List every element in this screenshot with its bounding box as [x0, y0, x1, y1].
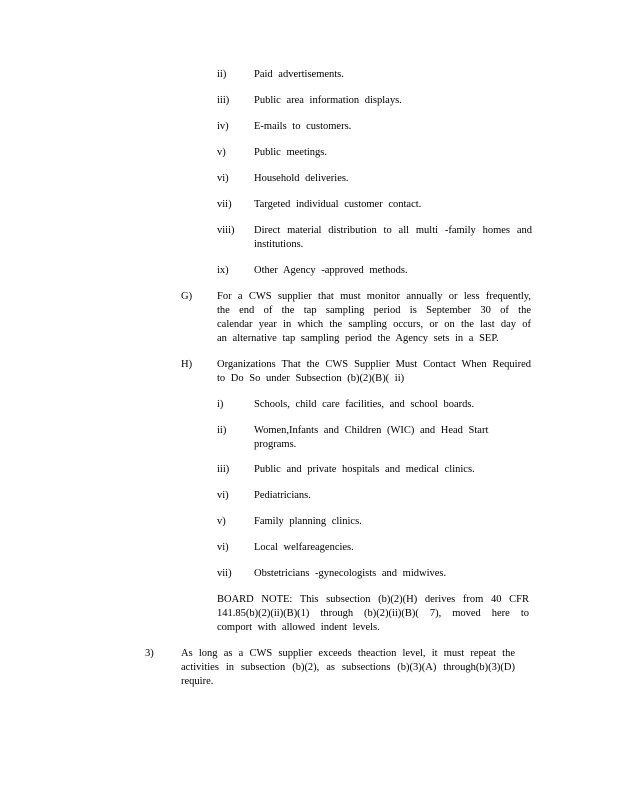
- item-label: vi): [217, 173, 229, 184]
- item-label: vi): [217, 542, 229, 553]
- item-text: Family planning clinics.: [254, 516, 362, 527]
- item-text: Targeted individual customer contact.: [254, 199, 422, 210]
- item-label: vi): [217, 490, 229, 501]
- item-label: v): [217, 147, 226, 158]
- section-text: For a CWS supplier that must monitor annually or less frequently, the end of the tap sampling period is September 30 of the calendar year in which the sampling occurs, or on the last day of an alternative tap sampling period the Agency sets in a SEP.: [217, 291, 531, 344]
- board-note: BOARD NOTE: This subsection (b)(2)(H) derives from 40 CFR 141.85(b)(2)(ii)(B)(1) through (b)(2)(ii)(B)( 7), moved here to comport with allowed indent levels.: [217, 594, 529, 633]
- item-text: Local welfareagencies.: [254, 542, 354, 553]
- item-label: viii): [217, 225, 235, 236]
- item-text: Direct material distribution to all multi -family homes and institutions.: [254, 225, 532, 250]
- item-label: iii): [217, 95, 230, 106]
- item-label: ii): [217, 425, 227, 436]
- item-text: Public meetings.: [254, 147, 327, 158]
- item-label: i): [217, 399, 224, 410]
- item-text: Schools, child care facilities, and school boards.: [254, 399, 475, 410]
- item-label: vii): [217, 568, 232, 579]
- item-label: ix): [217, 265, 229, 276]
- item-label: iii): [217, 464, 230, 475]
- item-text: Other Agency -approved methods.: [254, 265, 408, 276]
- section-label: 3): [145, 648, 154, 659]
- item-text: Pediatricians.: [254, 490, 311, 501]
- item-text: E-mails to customers.: [254, 121, 352, 132]
- item-text: Women,Infants and Children (WIC) and Head Start programs.: [254, 425, 489, 450]
- section-label: H): [181, 359, 193, 370]
- item-label: v): [217, 516, 226, 527]
- section-text: As long as a CWS supplier exceeds theaction level, it must repeat the activities in subsection (b)(2), as subsections (b)(3)(A) through(b)(3)(D) require.: [181, 648, 515, 687]
- item-text: Household deliveries.: [254, 173, 349, 184]
- item-label: ii): [217, 69, 227, 80]
- item-text: Public and private hospitals and medical clinics.: [254, 464, 475, 475]
- item-label: iv): [217, 121, 229, 132]
- section-label: G): [181, 291, 193, 302]
- item-text: Public area information displays.: [254, 95, 402, 106]
- item-label: vii): [217, 199, 232, 210]
- item-text: Paid advertisements.: [254, 69, 344, 80]
- section-heading: Organizations That the CWS Supplier Must Contact When Required to Do So under Subsection (b)(2)(B)( ii): [217, 359, 531, 384]
- item-text: Obstetricians -gynecologists and midwives.: [254, 568, 447, 579]
